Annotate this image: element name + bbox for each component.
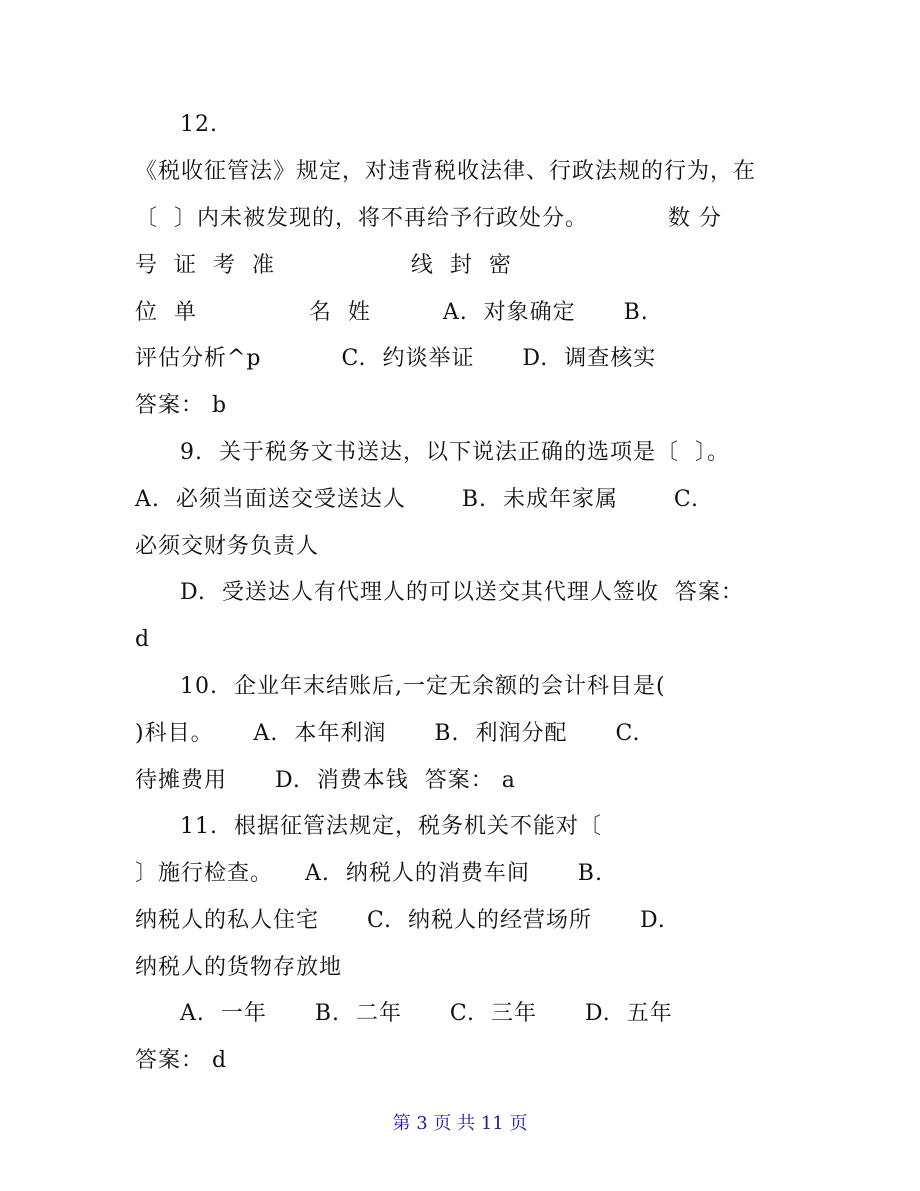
option-line: 必须交财务负责人 bbox=[135, 534, 320, 559]
option-line: 〕施行检查。 A. 纳税人的消费车间 B. bbox=[135, 861, 603, 886]
answer-line: 答案： b bbox=[135, 393, 228, 418]
answer-line: 待摊费用 D. 消费本钱 答案： a bbox=[135, 768, 516, 793]
option-line: D. 受送达人有代理人的可以送交其代理人签收 答案： bbox=[180, 580, 744, 605]
margin-seal-text-line: 号 证 考 准 线 封 密 bbox=[135, 253, 512, 278]
question-10-text: 10. 企业年末结账后,一定无余额的会计科目是( bbox=[180, 674, 666, 699]
answer-line: d bbox=[135, 627, 151, 652]
question-text-line: 〔 〕内未被发现的，将不再给予行政处分。 数 分 bbox=[135, 206, 722, 231]
option-line: )科目。 A. 本年利润 B. 利润分配 C. bbox=[135, 721, 641, 746]
option-line: A. 一年 B. 二年 C. 三年 D. 五年 bbox=[180, 1001, 673, 1026]
page-number-footer: 第 3 页 共 11 页 bbox=[392, 1113, 528, 1134]
question-9-text: 9. 关于税务文书送达，以下说法正确的选项是〔 〕。 bbox=[180, 440, 730, 465]
answer-line: 答案： d bbox=[135, 1048, 228, 1073]
question-number-12: 12. bbox=[180, 112, 218, 137]
option-line: 纳税人的货物存放地 bbox=[135, 955, 343, 980]
option-line: 评估分析^p C. 约谈举证 D. 调查核实 bbox=[135, 346, 657, 371]
option-line: A. 必须当面送交受送达人 B. 未成年家属 C. bbox=[135, 487, 699, 512]
option-line: 纳税人的私人住宅 C. 纳税人的经营场所 D. bbox=[135, 908, 666, 933]
question-text-line: 《税收征管法》规定，对违背税收法律、行政法规的行为，在 bbox=[135, 159, 757, 184]
question-11-text: 11. 根据征管法规定，税务机关不能对〔 bbox=[180, 814, 602, 839]
option-line: 位 单 名 姓 A. 对象确定 B. bbox=[135, 300, 649, 325]
